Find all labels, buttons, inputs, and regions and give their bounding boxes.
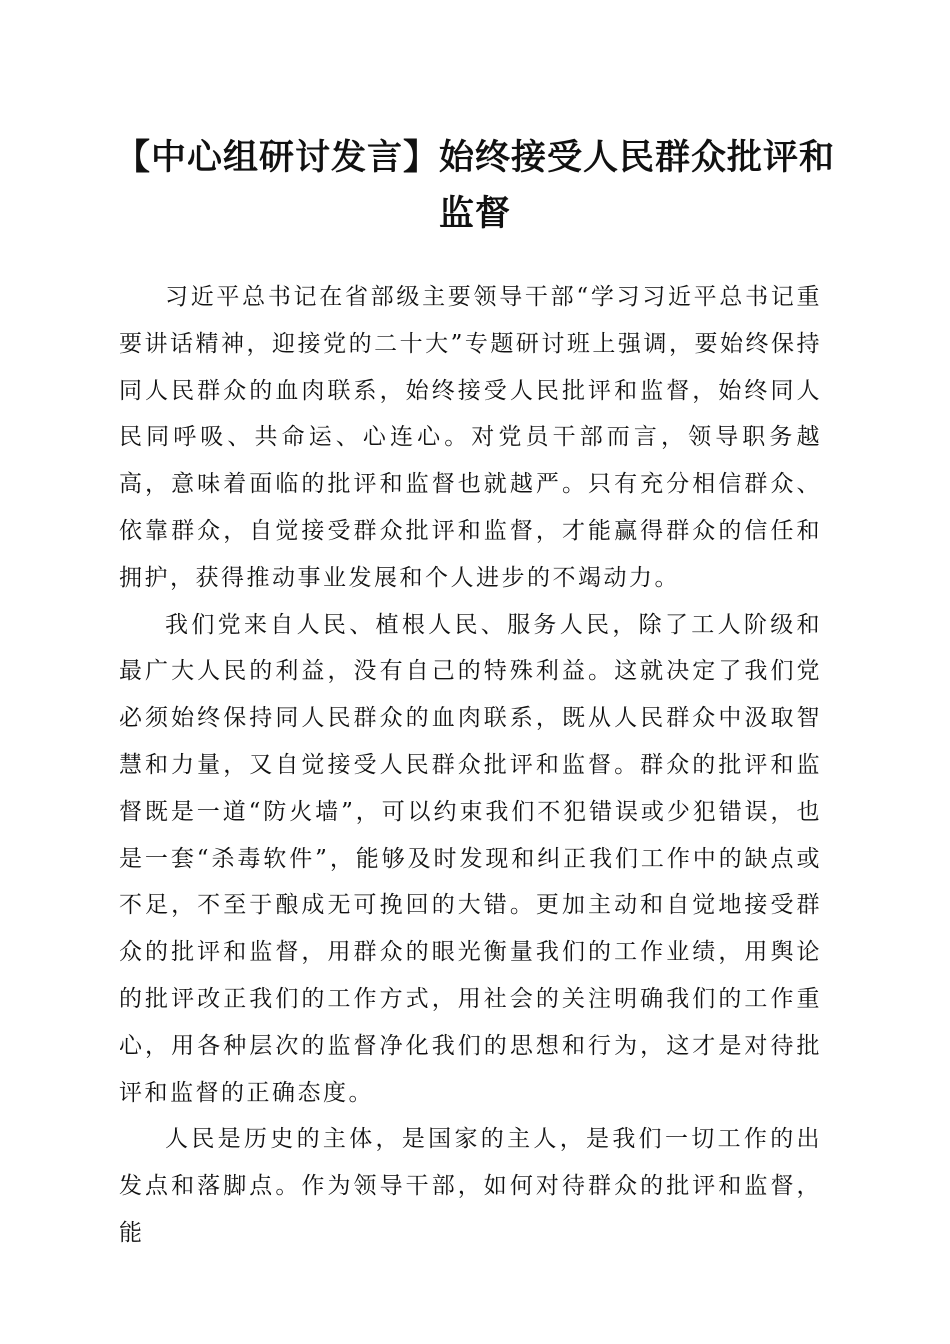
document-title: 【中心组研讨发言】始终接受人民群众批评和监督	[114, 138, 835, 234]
paragraph-3: 人民是历史的主体，是国家的主人，是我们一切工作的出发点和落脚点。作为领导干部，如何对待群众的批评和监督，能	[119, 1126, 822, 1246]
paragraph-2: 我们党来自人民、植根人民、服务人民，除了工人阶级和最广大人民的利益，没有自己的特殊利益。这就决定了我们党必须始终保持同人民群众的血肉联系，既从人民群众中汲取智慧和力量，又自觉接受人民群众批评和监督。群众的批评和监督既是一道“防火墙”，可以约束我们不犯错误或少犯错误，也是一套“杀毒软件”，能够及时发现和纠正我们工作中的缺点或不足，不至于酿成无可挽回的大错。更加主动和自觉地接受群众的批评和监督，用群众的眼光衡量我们的工作业绩，用舆论的批评改正我们的工作方式，用社会的关注明确我们的工作重心，用各种层次的监督净化我们的思想和行为，这才是对待批评和监督的正确态度。	[119, 611, 822, 1106]
document-body	[119, 274, 822, 1257]
paragraph-1: 习近平总书记在省部级主要领导干部“学习习近平总书记重要讲话精神，迎接党的二十大”专题研讨班上强调，要始终保持同人民群众的血肉联系，始终接受人民批评和监督，始终同人民同呼吸、共命运、心连心。对党员干部而言，领导职务越高，意味着面临的批评和监督也就越严。只有充分相信群众、依靠群众，自觉接受群众批评和监督，才能赢得群众的信任和拥护，获得推动事业发展和个人进步的不竭动力。	[119, 284, 822, 591]
